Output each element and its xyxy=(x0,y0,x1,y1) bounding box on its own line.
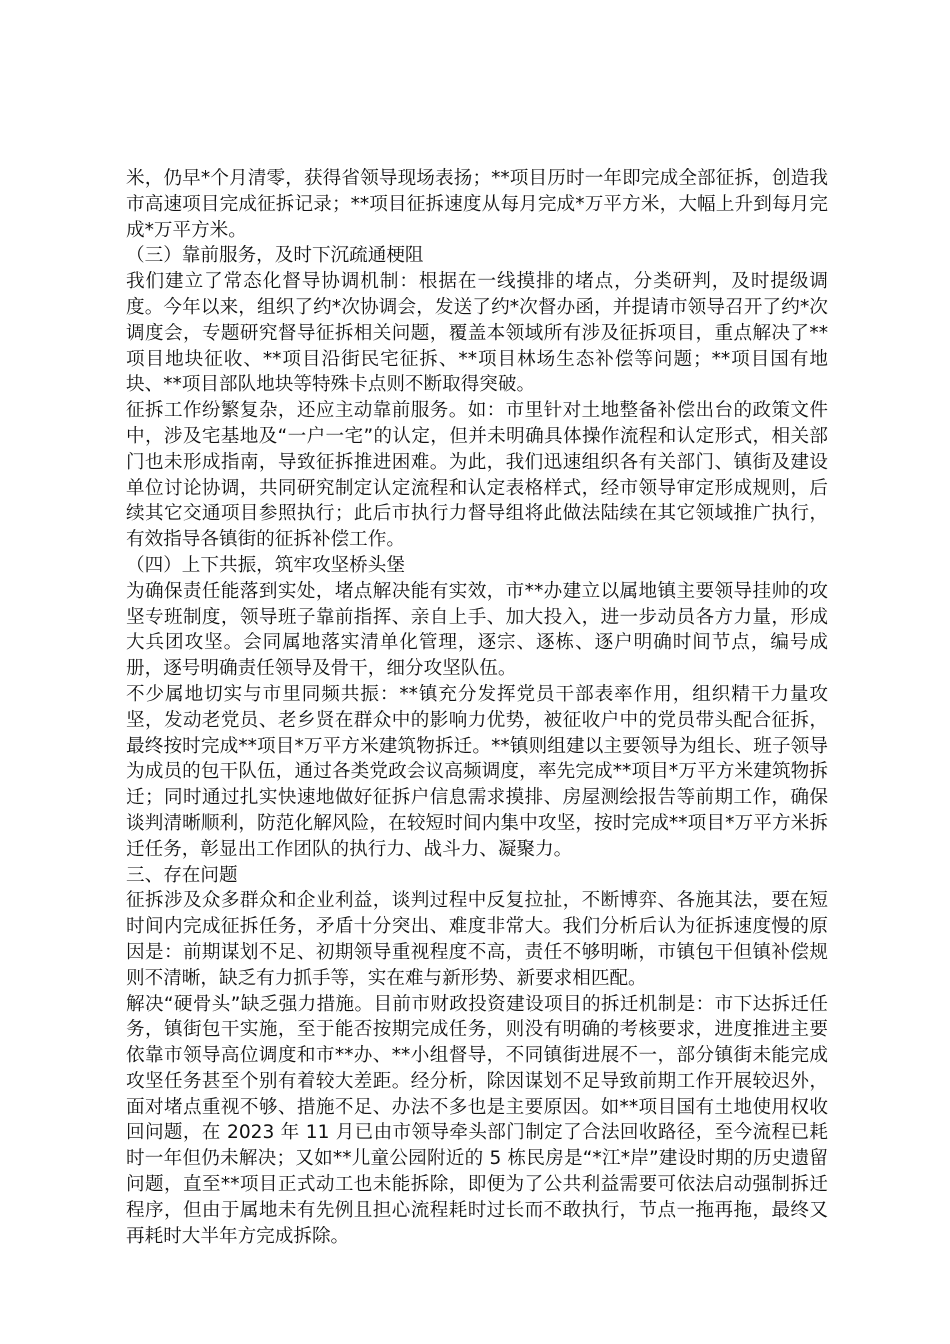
paragraph-problem-causes: 征拆涉及众多群众和企业利益，谈判过程中反复拉扯，不断博弈、各施其法，要在短时间内完成征拆任务，矛盾十分突出、难度非常大。我们分析后认为征拆速度慢的原因是：前期谋划不足、初期领导重视程度不高，责任不够明晰，市镇包干但镇补偿规则不清晰，缺乏有力抓手等，实在难与新形势、新要求相匹配。 xyxy=(126,890,828,989)
paragraph-responsibility: 为确保责任能落到实处，堵点解决能有实效，市**办建立以属地镇主要领导挂帅的攻坚专班制度，领导班子靠前指挥、亲自上手、加大投入，进一步动员各方力量，形成大兵团攻坚。会同属地落实清单化管理，逐宗、逐栋、逐户明确时间节点，编号成册，逐号明确责任领导及骨干，细分攻坚队伍。 xyxy=(126,580,828,680)
section-heading-problems: 三、存在问题 xyxy=(126,864,238,886)
paragraph-local-resonance: 不少属地切实与市里同频共振：**镇充分发挥党员干部表率作用，组织精干力量攻坚，发动老党员、老乡贤在群众中的影响力优势，被征收户中的党员带头配合征拆，最终按时完成**项目*万平方米建筑物拆迁。**镇则组建以主要领导为组长、班子领导为成员的包干队伍，通过各类党政会议高频调度，率先完成**项目*万平方米建筑物拆迁；同时通过扎实快速地做好征拆户信息需求摸排、房屋测绘报告等前期工作，确保谈判清晰顺利，防范化解风险，在较短时间内集中攻坚，按时完成**项目*万平方米拆迁任务，彰显出工作团队的执行力、战斗力、凝聚力。 xyxy=(126,683,828,860)
document-page xyxy=(126,166,828,1249)
paragraph-continuation: 米，仍早*个月清零，获得省领导现场表扬；**项目历时一年即完成全部征拆，创造我市高速项目完成征拆记录；**项目征拆速度从每月完成*万平方米，大幅上升到每月完成*万平方米。 xyxy=(126,168,828,241)
paragraph-proactive-service: 征拆工作纷繁复杂，还应主动靠前服务。如：市里针对土地整备补偿出台的政策文件中，涉及宅基地及“一户一宅”的认定，但并未明确具体操作流程和认定形式，相关部门也未形成指南，导致征拆推进困难。为此，我们迅速组织各有关部门、镇街及建设单位讨论协调，共同研究制定认定流程和认定表格样式，经市领导审定形成规则，后续其它交通项目参照执行；此后市执行力督导组将此做法陆续在其它领域推广执行，有效指导各镇街的征拆补偿工作。 xyxy=(126,400,828,551)
paragraph-coordination-mechanism: 我们建立了常态化督导协调机制：根据在一线摸排的堵点，分类研判，及时提级调度。今年以来，组织了约*次协调会，发送了约*次督办函，并提请市领导召开了约*次调度会，专题研究督导征拆相关问题，覆盖本领域所有涉及征拆项目，重点解决了**项目地块征收、**项目沿街民宅征拆、**项目林场生态补偿等问题；**项目国有地块、**项目部队地块等特殊卡点则不断取得突破。 xyxy=(126,271,828,396)
paragraph-hard-cases: 解决“硬骨头”缺乏强力措施。目前市财政投资建设项目的拆迁机制是：市下达拆迁任务，镇街包干实施，至于能否按期完成任务，则没有明确的考核要求，进度推进主要依靠市领导高位调度和市**办、**小组督导，不同镇街进展不一，部分镇街未能完成攻坚任务甚至个别有着较大差距。经分析，除因谋划不足导致前期工作开展较迟外，面对堵点重视不够、措施不足、办法不多也是主要原因。如**项目国有土地使用权收回问题，在 2023 年 11 月已由市领导牵头部门制定了合法回收路径，至今流程已耗时一年但仍未解决；又如**儿童公园附近的 5 栋民房是“*江*岸”建设时期的历史遗留问题，直至**项目正式动工也未能拆除，即便为了公共利益需要可依法启动强制拆迁程序，但由于属地未有先例且担心流程耗时过长而不敢执行，节点一拖再拖，最终又再耗时大半年方完成拆除。 xyxy=(126,993,828,1247)
section-heading-3: （三）靠前服务，及时下沉疏通梗阻 xyxy=(126,245,424,267)
section-heading-4: （四）上下共振，筑牢攻坚桥头堡 xyxy=(126,554,405,576)
